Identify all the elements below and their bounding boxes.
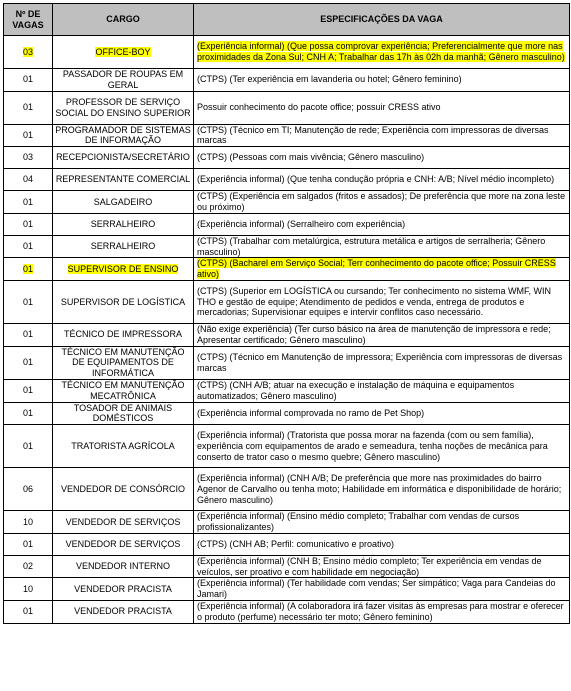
table-row [4, 258, 570, 281]
vagas-cell [4, 91, 53, 124]
cargo-cell [53, 600, 194, 623]
table-row [4, 36, 570, 69]
cargo-cell-text: VENDEDOR INTERNO [75, 561, 170, 572]
spec-cell [194, 147, 570, 169]
cargo-cell [53, 213, 194, 235]
spec-cell-text: (Experiência informal comprovada no ramo de Pet Shop) [197, 407, 425, 418]
cargo-cell-text: VENDEDOR DE SERVIÇOS [65, 538, 181, 549]
cargo-cell [53, 402, 194, 425]
vagas-cell-text: 02 [22, 561, 33, 572]
table-row [4, 511, 570, 534]
table-row [4, 91, 570, 124]
cargo-cell [53, 124, 194, 147]
spec-cell-text: (CTPS) (Técnico em TI; Manutenção de rede; Experiência com impressoras de diversas marcas [197, 124, 549, 146]
cargo-cell [53, 468, 194, 511]
cargo-cell [53, 425, 194, 468]
spec-cell [194, 555, 570, 578]
vagas-cell-text: 01 [22, 241, 33, 252]
vagas-cell-text: 01 [22, 218, 33, 229]
cargo-cell-text: TÉCNICO DE IMPRESSORA [63, 329, 182, 340]
vagas-cell [4, 555, 53, 578]
vagas-cell [4, 402, 53, 425]
vagas-cell-text: 01 [22, 329, 33, 340]
vagas-cell [4, 280, 53, 323]
spec-cell [194, 533, 570, 555]
spec-cell [194, 36, 570, 69]
vagas-cell-text: 01 [22, 538, 33, 549]
cargo-cell-text: PROFESSOR DE SERVIÇO SOCIAL DO ENSINO SUPERIOR [55, 96, 191, 118]
spec-cell-text: (Experiência informal) (CNH B; Ensino médio completo; Ter experiência em vendas de veículos, ser proativo e com habilidade em negociação) [197, 555, 542, 577]
vagas-cell [4, 379, 53, 402]
table-row [4, 402, 570, 425]
cargo-cell-text: VENDEDOR PRACISTA [74, 583, 172, 594]
spec-cell-text: (Experiência informal) (Que possa comprovar experiência; Preferencialmente que more nas proximidades da Zona Sul; CNH A; Trabalhar das 17h às 02h da manhã; Gênero masculino) [197, 41, 565, 62]
spec-cell-text: (CTPS) (CNH A/B; atuar na execução e instalação de máquina e equipamentos automatizados; Gênero masculino) [197, 379, 515, 401]
spec-cell-text: (CTPS) (Trabalhar com metalúrgica, estrutura metálica e artigos de serralheria; Gênero masculino) [197, 235, 546, 257]
spec-cell-text: (Experiência informal) (A colaboradora irá fazer visitas às empresas para mostrar e oferecer o produto (perfume) necessário ter moto; Gênero feminino) [197, 600, 564, 622]
spec-cell-text: (CTPS) (CNH AB; Perfil: comunicativo e proativo) [197, 538, 395, 549]
vagas-cell-text: 01 [22, 606, 33, 617]
spec-cell [194, 425, 570, 468]
vagas-cell-text: 01 [22, 196, 33, 207]
spec-cell [194, 379, 570, 402]
table-row [4, 235, 570, 258]
spec-cell-text: Possuir conhecimento do pacote office; possuir CRESS ativo [197, 102, 441, 113]
vagas-cell-text: 03 [22, 46, 33, 57]
vagas-cell [4, 124, 53, 147]
vagas-cell [4, 69, 53, 92]
spec-cell-text: (Experiência informal) (Que tenha condução própria e CNH: A/B; Nível médio incompleto) [197, 174, 555, 185]
spec-cell [194, 191, 570, 214]
cargo-cell-text: TRATORISTA AGRÍCOLA [71, 440, 175, 451]
table-row [4, 379, 570, 402]
spec-cell [194, 169, 570, 191]
cargo-cell [53, 91, 194, 124]
table-row [4, 468, 570, 511]
table-row [4, 280, 570, 323]
spec-cell [194, 258, 570, 281]
vagas-cell [4, 468, 53, 511]
spec-cell [194, 578, 570, 601]
table-row [4, 124, 570, 147]
cargo-cell-text: VENDEDOR DE CONSÓRCIO [60, 483, 185, 494]
cargo-cell [53, 258, 194, 281]
table-row [4, 169, 570, 191]
spec-cell-text: (CTPS) (Ter experiência em lavanderia ou hotel; Gênero feminino) [197, 74, 462, 85]
table-row [4, 555, 570, 578]
table-row [4, 425, 570, 468]
vagas-cell-text: 04 [22, 174, 33, 185]
job-vacancies-table [3, 3, 570, 624]
spec-cell-text: (Experiência informal) (Serralheiro com experiência) [197, 218, 406, 229]
vagas-cell-text: 01 [22, 440, 33, 451]
cargo-cell-text: REPRESENTANTE COMERCIAL [55, 174, 191, 185]
vagas-cell [4, 258, 53, 281]
spec-cell-text: (CTPS) (Bacharel em Serviço Social; Terr conhecimento do pacote office; Possuir CRESS ativo) [197, 258, 556, 280]
spec-cell-text: (Experiência informal) (Ter habilidade com vendas; Ser simpático; Vaga para Candeias do Jamari) [197, 578, 556, 600]
cargo-cell [53, 578, 194, 601]
cargo-cell [53, 346, 194, 379]
cargo-cell-text: VENDEDOR PRACISTA [74, 606, 172, 617]
vagas-cell-text: 01 [22, 263, 33, 274]
cargo-cell [53, 36, 194, 69]
vagas-cell-text: 01 [22, 129, 33, 140]
spec-cell [194, 91, 570, 124]
cargo-cell [53, 379, 194, 402]
spec-cell-text: (Experiência informal) (Ensino médio completo; Trabalhar com vendas de cursos profissionalizantes) [197, 511, 520, 532]
spec-cell [194, 402, 570, 425]
vagas-cell [4, 36, 53, 69]
cargo-cell-text: SUPERVISOR DE ENSINO [67, 263, 179, 274]
vagas-cell [4, 511, 53, 534]
spec-cell [194, 468, 570, 511]
cargo-cell-text: OFFICE-BOY [95, 46, 151, 57]
spec-cell [194, 280, 570, 323]
table-row [4, 191, 570, 214]
header-cargo: CARGO [53, 4, 194, 36]
spec-cell-text: (CTPS) (Experiência em salgados (fritos e assados); De preferência que more na zona leste ou próximo) [197, 191, 566, 212]
vagas-cell [4, 213, 53, 235]
vagas-cell [4, 533, 53, 555]
spec-cell-text: (CTPS) (Superior em LOGÍSTICA ou cursando; Ter conhecimento no sistema WMF, WIN THO e gestão de equipe; Atendimento de pedidos e venda, entrega de produtos e mercadorias; Supervisionar equipes e intervir conflitos caso necessário. [197, 285, 551, 318]
spec-cell [194, 323, 570, 346]
cargo-cell [53, 533, 194, 555]
cargo-cell [53, 191, 194, 214]
vagas-cell [4, 191, 53, 214]
spec-cell-text: (CTPS) (Pessoas com mais vivência; Gênero masculino) [197, 152, 425, 163]
cargo-cell [53, 280, 194, 323]
spec-cell [194, 69, 570, 92]
table-row [4, 323, 570, 346]
table-row [4, 578, 570, 601]
table-row [4, 213, 570, 235]
vagas-cell [4, 323, 53, 346]
spec-cell [194, 124, 570, 147]
vagas-cell [4, 600, 53, 623]
vagas-cell-text: 01 [22, 102, 33, 113]
table-row [4, 69, 570, 92]
spec-cell [194, 511, 570, 534]
header-especificacoes: ESPECIFICAÇÕES DA VAGA [194, 4, 570, 36]
vagas-cell [4, 235, 53, 258]
cargo-cell-text: RECEPCIONISTA/SECRETÁRIO [56, 152, 190, 163]
spec-cell-text: (Experiência informal) (CNH A/B; De preferência que more nas proximidades do bairro Agenor de Carvalho ou tenha moto; Habilidade em informática e disponibilidade de horário; Gênero masculino) [197, 472, 562, 505]
spec-cell [194, 346, 570, 379]
table-header-row [4, 4, 570, 36]
vagas-cell-text: 01 [22, 74, 33, 85]
vagas-cell [4, 425, 53, 468]
cargo-cell [53, 147, 194, 169]
table-row [4, 600, 570, 623]
cargo-cell-text: TÉCNICO EM MANUTENÇÃO DE EQUIPAMENTOS DE INFORMÁTICA [61, 346, 185, 379]
header-vagas: Nº DE VAGAS [4, 4, 53, 36]
vagas-cell-text: 10 [22, 583, 33, 594]
cargo-cell-text: SERRALHEIRO [90, 218, 156, 229]
cargo-cell-text: PASSADOR DE ROUPAS EM GERAL [62, 69, 184, 90]
cargo-cell-text: TÉCNICO EM MANUTENÇÃO MECATRÔNICA [61, 379, 185, 401]
spec-cell [194, 600, 570, 623]
spec-cell-text: (Experiência informal) (Tratorista que possa morar na fazenda (com ou sem família), experiência com equipamentos de arado e semeadura, tenha noções de mecânica para conserto de trator caso o mesmo quebre; Gênero masculino) [197, 429, 548, 462]
spec-cell-text: (Não exige experiência) (Ter curso básico na área de manutenção de impressora e rede; Apresentar certificado; Gênero masculino) [197, 323, 551, 345]
cargo-cell-text: SUPERVISOR DE LOGÍSTICA [60, 296, 186, 307]
cargo-cell-text: TOSADOR DE ANIMAIS DOMÉSTICOS [73, 402, 173, 424]
vagas-cell-text: 10 [22, 516, 33, 527]
cargo-cell [53, 323, 194, 346]
vagas-cell-text: 01 [22, 385, 33, 396]
table-row [4, 346, 570, 379]
vagas-cell [4, 169, 53, 191]
vagas-cell [4, 346, 53, 379]
vagas-cell-text: 06 [22, 483, 33, 494]
vagas-cell-text: 01 [22, 296, 33, 307]
cargo-cell-text: VENDEDOR DE SERVIÇOS [65, 516, 181, 527]
cargo-cell-text: SERRALHEIRO [90, 241, 156, 252]
vagas-cell-text: 03 [22, 152, 33, 163]
vagas-cell-text: 01 [22, 357, 33, 368]
cargo-cell [53, 235, 194, 258]
cargo-cell-text: PROGRAMADOR DE SISTEMAS DE INFORMAÇÃO [55, 124, 191, 146]
table-row [4, 147, 570, 169]
vagas-cell [4, 578, 53, 601]
spec-cell [194, 213, 570, 235]
spec-cell-text: (CTPS) (Técnico em Manutenção de impressora; Experiência com impressoras de diversas marcas [197, 351, 563, 373]
cargo-cell [53, 169, 194, 191]
table-row [4, 533, 570, 555]
cargo-cell [53, 69, 194, 92]
spec-cell [194, 235, 570, 258]
vagas-cell-text: 01 [22, 407, 33, 418]
cargo-cell [53, 555, 194, 578]
vagas-cell [4, 147, 53, 169]
cargo-cell [53, 511, 194, 534]
cargo-cell-text: SALGADEIRO [93, 196, 153, 207]
